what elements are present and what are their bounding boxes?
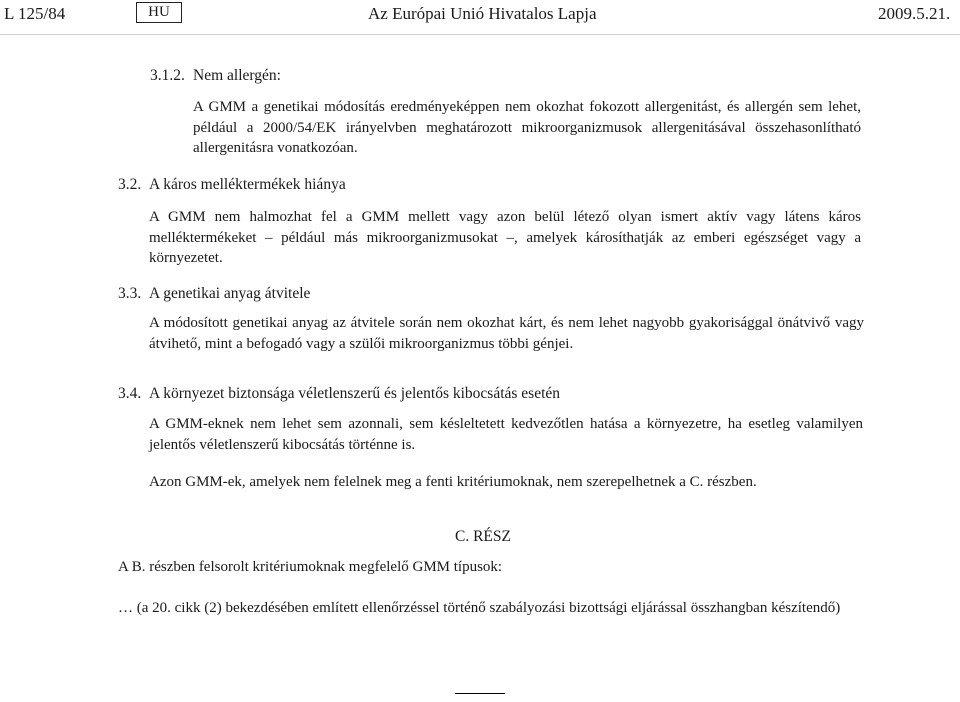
part-item: … (a 20. cikk (2) bekezdésében említett ellenőrzéssel történő szabályozási bizottsági eljárással összhangban készítendő) bbox=[118, 600, 841, 616]
header-divider bbox=[0, 34, 960, 35]
page-header bbox=[0, 2, 960, 26]
section-body: A módosított genetikai anyag az átvitele során nem okozhat kárt, és nem lehet nagyobb gyakorisággal önátvivő vagy átvihető, mint a befogadó vagy a szülői mikroorganizmus többi génjei. bbox=[149, 315, 864, 352]
section-body-2: Azon GMM-ek, amelyek nem felelnek meg a fenti kritériumoknak, nem szerepelhetnek a C. részben. bbox=[149, 474, 757, 490]
section-number: 3.1.2. bbox=[150, 67, 185, 84]
journal-title: Az Európai Unió Hivatalos Lapja bbox=[368, 4, 597, 23]
section-body: A GMM-eknek nem lehet sem azonnali, sem késleltetett kedvezőtlen hatása a környezetre, ha esetleg valamilyen jelentős véletlenszerű kibocsátás történne is. bbox=[149, 416, 863, 453]
section-number: 3.4. bbox=[118, 385, 142, 402]
part-intro: A B. részben felsorolt kritériumoknak megfelelő GMM típusok: bbox=[118, 559, 503, 575]
footer-rule bbox=[455, 693, 505, 694]
section-number: 3.3. bbox=[118, 285, 142, 302]
part-heading: C. RÉSZ bbox=[455, 528, 511, 545]
section-number: 3.2. bbox=[118, 176, 142, 193]
section-title: A káros melléktermékek hiánya bbox=[149, 176, 346, 193]
page-number: L 125/84 bbox=[4, 4, 66, 23]
publication-date: 2009.5.21. bbox=[878, 4, 951, 23]
section-title: A környezet biztonsága véletlenszerű és jelentős kibocsátás esetén bbox=[149, 385, 561, 402]
section-title: Nem allergén: bbox=[193, 67, 281, 84]
section-body: A GMM nem halmozhat fel a GMM mellett vagy azon belül létező olyan ismert aktív vagy látens káros melléktermékeket – például más mikroorganizmusokat –, amelyek károsíthatják az emberi egészséget vagy a környezetet. bbox=[149, 209, 861, 266]
section-body: A GMM a genetikai módosítás eredményeképpen nem okozhat fokozott allergenitást, és allergén sem lehet, például a 2000/54/EK irányelvben meghatározott mikroorganizmusok allergenitásával összehasonlítható allergenitásra vonatkozóan. bbox=[193, 99, 861, 156]
section-title: A genetikai anyag átvitele bbox=[149, 285, 311, 302]
language-badge: HU bbox=[136, 2, 182, 23]
